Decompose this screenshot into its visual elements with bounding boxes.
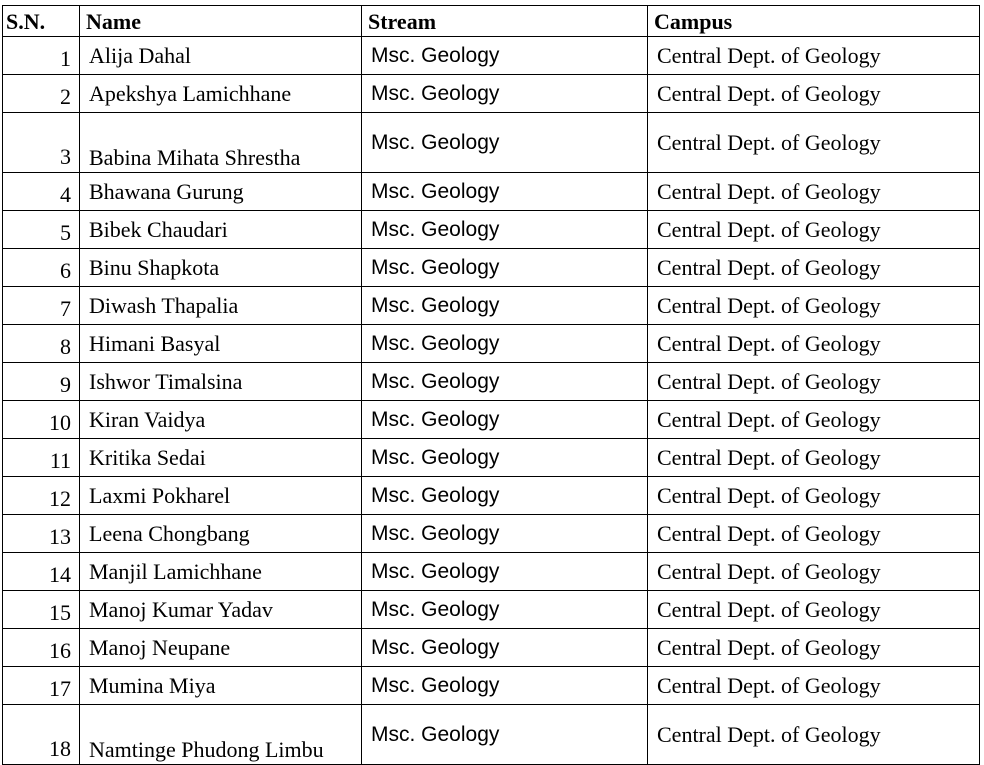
cell-stream: Msc. Geology <box>362 667 648 705</box>
cell-stream: Msc. Geology <box>362 553 648 591</box>
header-name: Name <box>80 6 362 37</box>
cell-campus: Central Dept. of Geology <box>648 363 980 401</box>
cell-campus: Central Dept. of Geology <box>648 249 980 287</box>
cell-stream: Msc. Geology <box>362 173 648 211</box>
cell-stream: Msc. Geology <box>362 439 648 477</box>
cell-sn: 10 <box>3 401 80 439</box>
cell-name: Bhawana Gurung <box>80 173 362 211</box>
table-row <box>3 173 980 211</box>
cell-stream: Msc. Geology <box>362 477 648 515</box>
table-row <box>3 249 980 287</box>
cell-name: Manjil Lamichhane <box>80 553 362 591</box>
cell-campus: Central Dept. of Geology <box>648 477 980 515</box>
cell-campus: Central Dept. of Geology <box>648 705 980 765</box>
cell-sn: 18 <box>3 705 80 765</box>
cell-stream: Msc. Geology <box>362 629 648 667</box>
cell-name: Manoj Neupane <box>80 629 362 667</box>
cell-sn: 7 <box>3 287 80 325</box>
cell-name: Kritika Sedai <box>80 439 362 477</box>
cell-stream: Msc. Geology <box>362 113 648 173</box>
cell-campus: Central Dept. of Geology <box>648 113 980 173</box>
table-row <box>3 477 980 515</box>
cell-stream: Msc. Geology <box>362 325 648 363</box>
cell-campus: Central Dept. of Geology <box>648 439 980 477</box>
cell-campus: Central Dept. of Geology <box>648 173 980 211</box>
cell-name: Mumina Miya <box>80 667 362 705</box>
table-row <box>3 515 980 553</box>
table-row <box>3 705 980 765</box>
cell-stream: Msc. Geology <box>362 591 648 629</box>
student-table <box>2 5 980 765</box>
cell-stream: Msc. Geology <box>362 287 648 325</box>
header-campus: Campus <box>648 6 980 37</box>
cell-campus: Central Dept. of Geology <box>648 515 980 553</box>
cell-sn: 17 <box>3 667 80 705</box>
cell-stream: Msc. Geology <box>362 515 648 553</box>
cell-sn: 15 <box>3 591 80 629</box>
cell-name: Laxmi Pokharel <box>80 477 362 515</box>
table-header-row <box>3 6 980 37</box>
cell-sn: 12 <box>3 477 80 515</box>
cell-sn: 6 <box>3 249 80 287</box>
table-row <box>3 439 980 477</box>
cell-sn: 13 <box>3 515 80 553</box>
table-row <box>3 591 980 629</box>
cell-name: Himani Basyal <box>80 325 362 363</box>
cell-name: Ishwor Timalsina <box>80 363 362 401</box>
table-row <box>3 75 980 113</box>
table-row <box>3 629 980 667</box>
cell-sn: 3 <box>3 113 80 173</box>
cell-campus: Central Dept. of Geology <box>648 287 980 325</box>
table-row <box>3 667 980 705</box>
cell-stream: Msc. Geology <box>362 211 648 249</box>
cell-campus: Central Dept. of Geology <box>648 667 980 705</box>
cell-stream: Msc. Geology <box>362 37 648 75</box>
cell-campus: Central Dept. of Geology <box>648 401 980 439</box>
cell-name: Bibek Chaudari <box>80 211 362 249</box>
cell-sn: 2 <box>3 75 80 113</box>
table-row <box>3 325 980 363</box>
cell-campus: Central Dept. of Geology <box>648 325 980 363</box>
header-sn: S.N. <box>3 6 80 37</box>
cell-name: Binu Shapkota <box>80 249 362 287</box>
cell-sn: 14 <box>3 553 80 591</box>
cell-campus: Central Dept. of Geology <box>648 553 980 591</box>
cell-name: Manoj Kumar Yadav <box>80 591 362 629</box>
cell-stream: Msc. Geology <box>362 401 648 439</box>
cell-campus: Central Dept. of Geology <box>648 211 980 249</box>
table-row <box>3 211 980 249</box>
cell-name: Leena Chongbang <box>80 515 362 553</box>
cell-name: Alija Dahal <box>80 37 362 75</box>
cell-campus: Central Dept. of Geology <box>648 75 980 113</box>
table-row <box>3 401 980 439</box>
cell-name: Kiran Vaidya <box>80 401 362 439</box>
table-row <box>3 113 980 173</box>
cell-stream: Msc. Geology <box>362 75 648 113</box>
cell-name: Babina Mihata Shrestha <box>80 113 362 173</box>
cell-sn: 9 <box>3 363 80 401</box>
cell-name: Diwash Thapalia <box>80 287 362 325</box>
header-stream: Stream <box>362 6 648 37</box>
cell-name: Apekshya Lamichhane <box>80 75 362 113</box>
cell-campus: Central Dept. of Geology <box>648 591 980 629</box>
cell-stream: Msc. Geology <box>362 363 648 401</box>
table-row <box>3 37 980 75</box>
table-row <box>3 363 980 401</box>
cell-stream: Msc. Geology <box>362 249 648 287</box>
cell-sn: 5 <box>3 211 80 249</box>
cell-sn: 1 <box>3 37 80 75</box>
cell-stream: Msc. Geology <box>362 705 648 765</box>
cell-sn: 16 <box>3 629 80 667</box>
cell-sn: 4 <box>3 173 80 211</box>
cell-campus: Central Dept. of Geology <box>648 629 980 667</box>
cell-campus: Central Dept. of Geology <box>648 37 980 75</box>
cell-sn: 11 <box>3 439 80 477</box>
table-row <box>3 553 980 591</box>
table-row <box>3 287 980 325</box>
cell-name: Namtinge Phudong Limbu <box>80 705 362 765</box>
cell-sn: 8 <box>3 325 80 363</box>
